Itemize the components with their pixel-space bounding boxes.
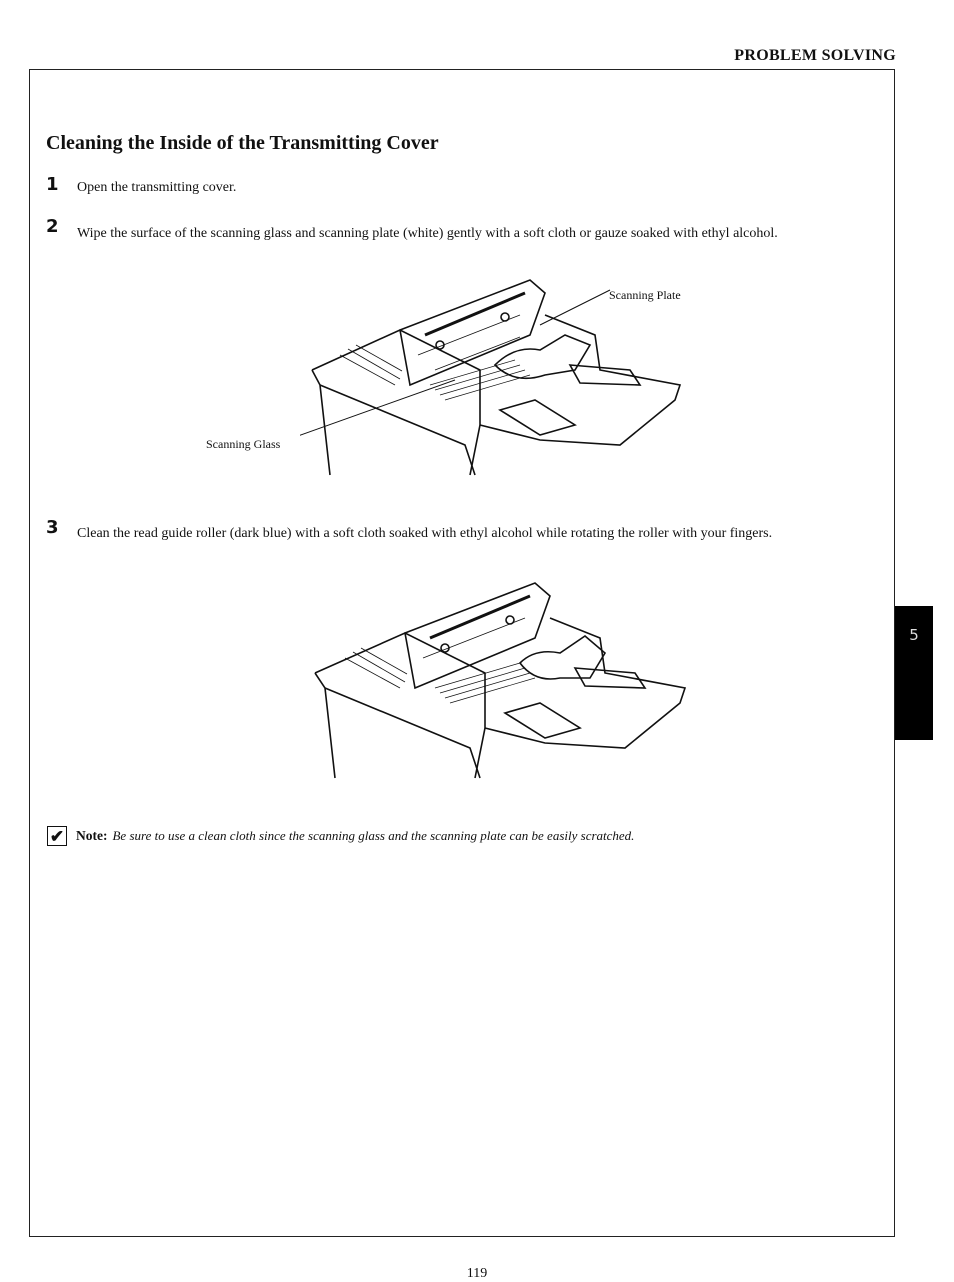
- step-number-3: 3: [46, 517, 59, 538]
- note: [47, 826, 634, 846]
- step-text-3: Clean the read guide roller (dark blue) with a soft cloth soaked with ethyl alcohol while rotating the roller with your fingers.: [77, 526, 773, 541]
- step-number-1: 1: [46, 174, 59, 195]
- section-header: PROBLEM SOLVING: [734, 47, 896, 64]
- page-number: 119: [466, 1266, 488, 1281]
- step-text-2: Wipe the surface of the scanning glass and scanning plate (white) gently with a soft cloth or gauze soaked with ethyl alcohol.: [77, 226, 778, 241]
- callout-scanning-glass: Scanning Glass: [206, 437, 281, 451]
- chapter-tab: [895, 606, 933, 740]
- callout-scanning-plate: Scanning Plate: [609, 288, 681, 302]
- chapter-number: 5: [909, 626, 919, 644]
- checkmark-icon: ✔: [47, 826, 67, 846]
- page-title: Cleaning the Inside of the Transmitting Cover: [46, 132, 439, 154]
- figure-scanning-glass-illustration: [300, 275, 700, 480]
- step-text-1: Open the transmitting cover.: [77, 180, 237, 195]
- note-text: Be sure to use a clean cloth since the scanning glass and the scanning plate can be easily scratched.: [112, 828, 635, 843]
- note-label: Note:: [76, 828, 108, 843]
- step-number-2: 2: [46, 216, 59, 237]
- figure-roller-illustration: [310, 578, 700, 783]
